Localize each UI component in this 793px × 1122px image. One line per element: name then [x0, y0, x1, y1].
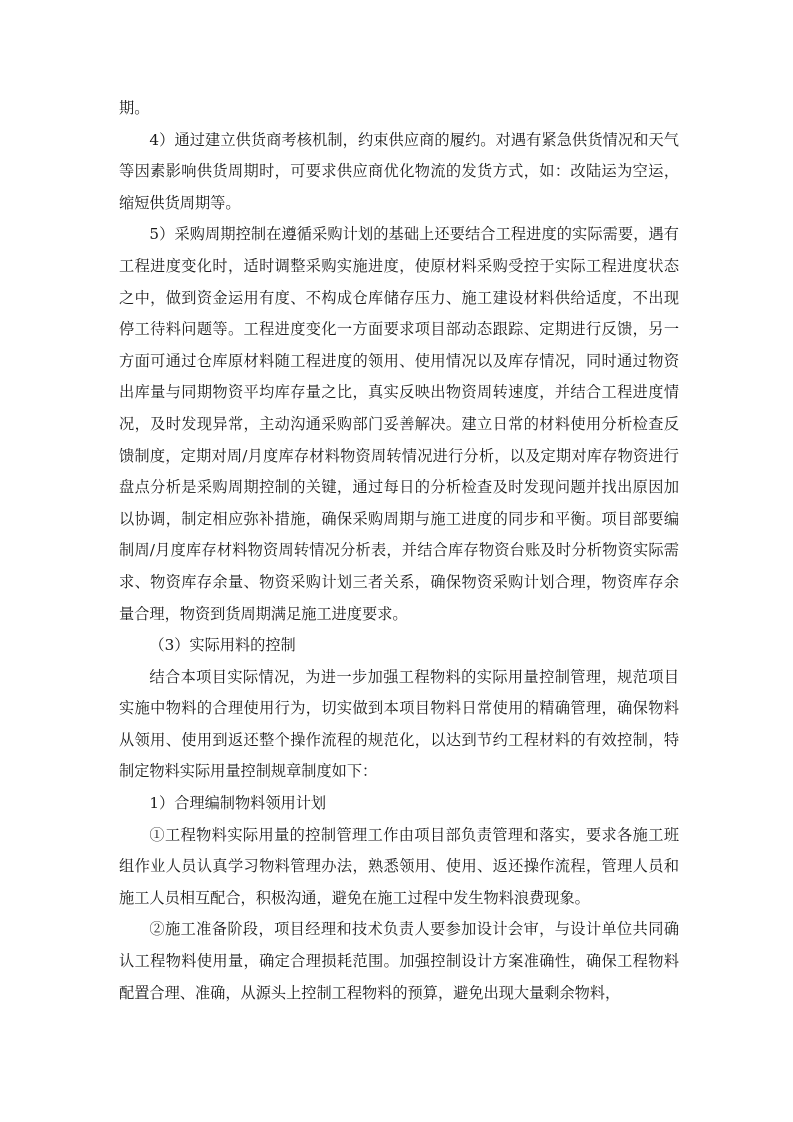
paragraph-continuation: 期。 — [119, 99, 150, 117]
subheading-material-plan: 1）合理编制物料领用计划 — [149, 794, 327, 813]
paragraph-material-intro: 结合本项目实际情况，为进一步加强工程物料的实际用量控制管理，规范项目实施中物料的合理使用行为，切实做到本项目物料日常使用的精确管理，确保物料从领用、使用到返还整个操作流程的规范化，以达到节约工程材料的有效控制，特制定物料实际用量控制规章制度如下： — [119, 667, 679, 781]
paragraph-supplier-assessment: 4）通过建立供货商考核机制，约束供应商的履约。对遇有紧急供货情况和天气等因素影响供货周期时，可要求供应商优化物流的发货方式，如：改陆运为空运，缩短供货周期等。 — [119, 130, 679, 212]
paragraph-item-2: ②施工准备阶段，项目经理和技术负责人要参加设计会审，与设计单位共同确认工程物料使用量，确定合理损耗范围。加强控制设计方案准确性，确保工程物料配置合理、准确，从源头上控制工程物料的预算，避免出现大量剩余物料， — [119, 920, 679, 1002]
section-heading-actual-material: （3）实际用料的控制 — [149, 636, 296, 655]
document-body — [119, 93, 679, 1009]
paragraph-item-1: ①工程物料实际用量的控制管理工作由项目部负责管理和落实，要求各施工班组作业人员认真学习物料管理办法，熟悉领用、使用、返还操作流程，管理人员和施工人员相互配合，积极沟通，避免在施工过程中发生物料浪费现象。 — [119, 825, 679, 907]
paragraph-procurement-cycle: 5）采购周期控制在遵循采购计划的基础上还要结合工程进度的实际需要，遇有工程进度变化时，适时调整采购实施进度，使原材料采购受控于实际工程进度状态之中，做到资金运用有度、不构成仓库储存压力、施工建设材料供给适度，不出现停工待料问题等。工程进度变化一方面要求项目部动态跟踪、定期进行反馈，另一方面可通过仓库原材料随工程进度的领用、使用情况以及库存情况，同时通过物资出库量与同期物资平均库存量之比，真实反映出物资周转速度，并结合工程进度情况，及时发现异常，主动沟通采购部门妥善解决。建立日常的材料使用分析检查反馈制度，定期对周/月度库存材料物资周转情况进行分析，以及定期对库存物资进行盘点分析是采购周期控制的关键，通过每日的分析检查及时发现问题并找出原因加以协调，制定相应弥补措施，确保采购周期与施工进度的同步和平衡。项目部要编制周/月度库存材料物资周转情况分析表，并结合库存物资台账及时分析物资实际需求、物资库存余量、物资采购计划三者关系，确保物资采购计划合理，物资库存余量合理，物资到货周期满足施工进度要求。 — [119, 225, 679, 623]
